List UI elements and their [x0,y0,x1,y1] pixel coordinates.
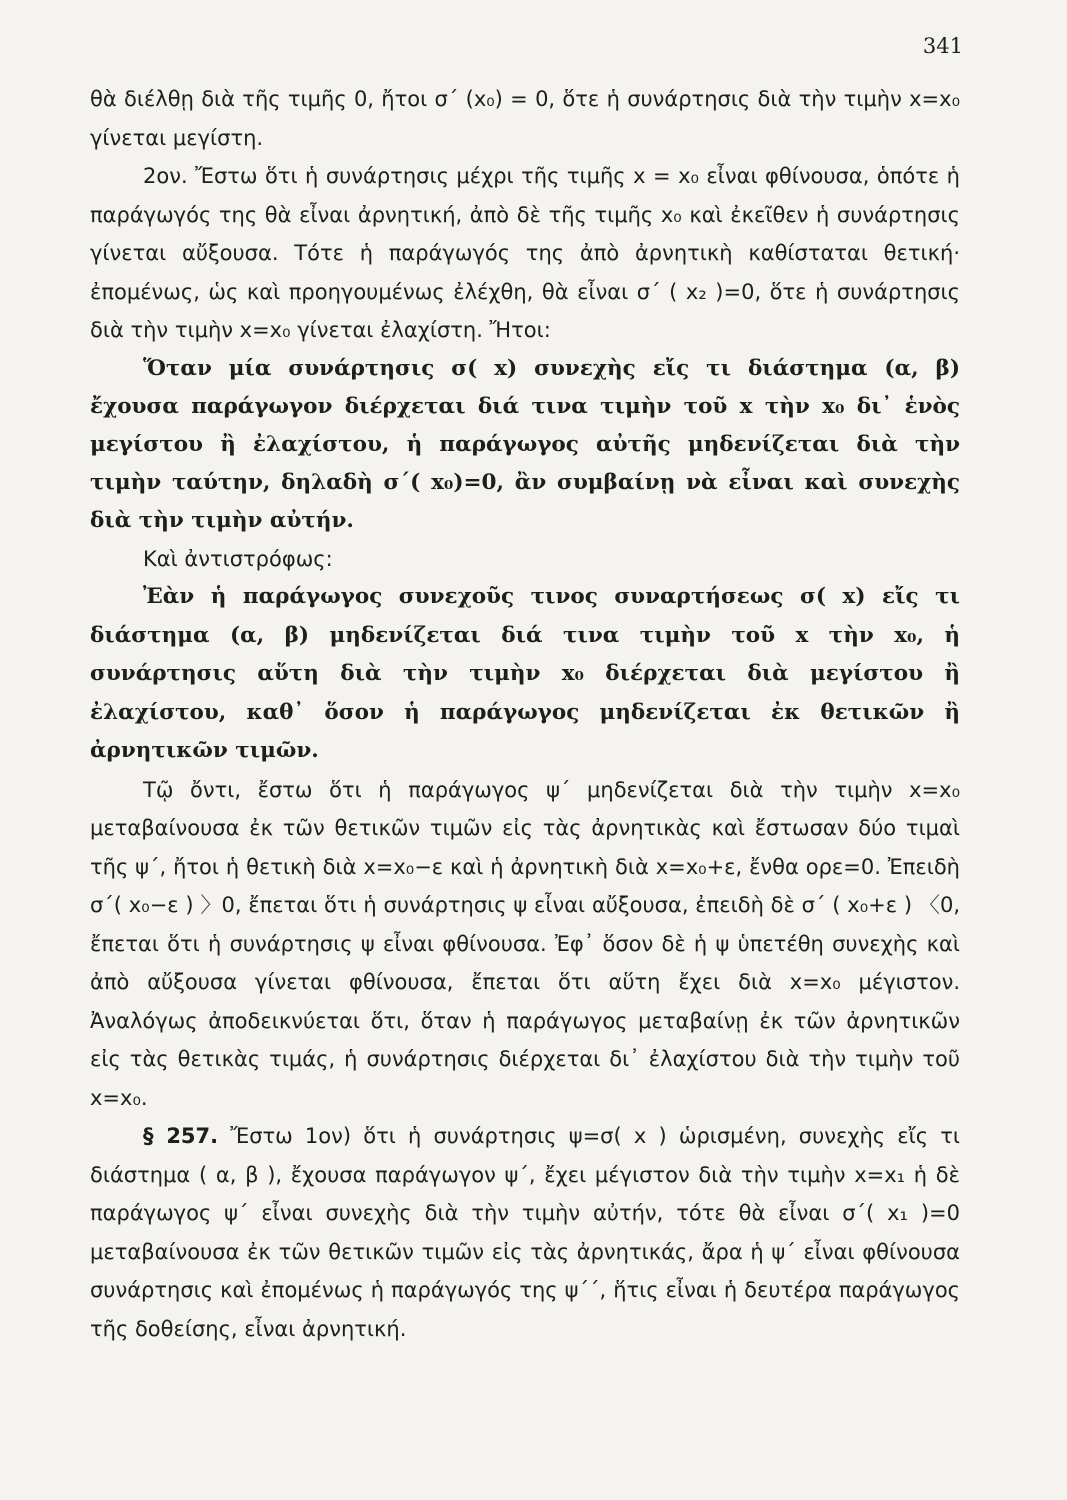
paragraph-case-two: 2ον. Ἔστω ὅτι ἡ συνάρτησις μέχρι τῆς τιμῆς x = x₀ εἶναι φθίνουσα, ὁπότε ἡ παράγωγός της θὰ εἶναι ἀρνητική, ἀπὸ δὲ τῆς τιμῆς x₀ καὶ ἐκεῖθεν ἡ συνάρτησις γίνεται αὔξουσα. Τότε ἡ παράγωγός της ἀπὸ ἀρνητικὴ καθίσταται θετική· ἐπομένως, ὡς καὶ προηγουμένως ἐλέχθη, θὰ εἶναι σ΄ ( x₂ )=0, ὅτε ἡ συνάρτησις διὰ τὴν τιμὴν x=x₀ γίνεται ἐλαχίστη. Ἤτοι: [90,164,960,342]
page-number: 341 [922,34,963,58]
page-body [90,80,960,1348]
paragraph-continuation: θὰ διέλθῃ διὰ τῆς τιμῆς 0, ἤτοι σ΄ (x₀) = 0, ὅτε ἡ συνάρτησις διὰ τὴν τιμὴν x=x₀ γίνεται μεγίστη. [90,87,960,150]
section-text: Ἔστω 1ον) ὅτι ἡ συνάρτησις ψ=σ( x ) ὡρισμένη, συνεχὴς εἴς τι διάστημα ( α, β ), ἔχουσα παράγωγον ψ΄, ἔχει μέγιστον διὰ τὴν τιμὴν x=x₁ ἡ δὲ παράγωγος ψ΄ εἶναι συνεχὴς διὰ τὴν τιμὴν αὐτήν, τότε θὰ εἶναι σ΄( x₁ )=0 μεταβαίνουσα ἐκ τῶν θετικῶν τιμῶν εἰς τὰς ἀρνητικάς, ἄρα ἡ ψ΄ εἶναι φθίνουσα συνάρτησις καὶ ἐπομένως ἡ παράγωγός της ψ΄΄, ἥτις εἶναι ἡ δευτέρα παράγωγος τῆς δοθείσης, εἶναι ἀρνητική. [90,1124,961,1341]
section-257-paragraph [90,1117,960,1348]
converse-theorem: Ἐὰν ἡ παράγωγος συνεχοῦς τινος συναρτήσεως σ( x) εἴς τι διάστημα (α, β) μηδενίζεται διά τινα τιμὴν τοῦ x τὴν x₀, ἡ συνάρτησις αὕτη διὰ τὴν τιμὴν x₀ διέρχεται διὰ μεγίστου ἢ ἐλαχίστου, καθ᾿ ὅσον ἡ παράγωγος μηδενίζεται ἐκ θετικῶν ἢ ἀρνητικῶν τιμῶν. [90,584,960,763]
section-number: § 257. [143,1124,219,1148]
converse-heading: Καὶ ἀντιστρόφως: [143,546,333,571]
theorem-statement: Ὅταν μία συνάρτησις σ( x) συνεχὴς εἴς τι διάστημα (α, β) ἔχουσα παράγωγον διέρχεται διά τινα τιμὴν τοῦ x τὴν x₀ δι᾿ ἑνὸς μεγίστου ἢ ἐλαχίστου, ἡ παράγωγος αὐτῆς μηδενίζεται διὰ τὴν τιμὴν ταύτην, δηλαδὴ σ΄( x₀)=0, ἂν συμβαίνῃ νὰ εἶναι καὶ συνεχὴς διὰ τὴν τιμὴν αὐτήν. [90,355,960,533]
proof-paragraph: Τῷ ὄντι, ἔστω ὅτι ἡ παράγωγος ψ΄ μηδενίζεται διὰ τὴν τιμὴν x=x₀ μεταβαίνουσα ἐκ τῶν θετικῶν τιμῶν εἰς τὰς ἀρνητικὰς καὶ ἔστωσαν δύο τιμαὶ τῆς ψ΄, ἤτοι ἡ θετικὴ διὰ x=x₀−ε καὶ ἡ ἀρνητικὴ διὰ x=x₀+ε, ἔνθα ορε=0. Ἐπειδὴ σ΄( x₀−ε ) 〉0, ἔπεται ὅτι ἡ συνάρτησις ψ εἶναι αὔξουσα, ἐπειδὴ δὲ σ΄ ( x₀+ε ) 〈0, ἔπεται ὅτι ἡ συνάρτησις ψ εἶναι φθίνουσα. Ἐφ᾿ ὅσον δὲ ἡ ψ ὑπετέθη συνεχὴς καὶ ἀπὸ αὔξουσα γίνεται φθίνουσα, ἔπεται ὅτι αὕτη ἔχει διὰ x=x₀ μέγιστον. Ἀναλόγως ἀποδεικνύεται ὅτι, ὅταν ἡ παράγωγος μεταβαίνῃ ἐκ τῶν ἀρνητικῶν εἰς τὰς θετικὰς τιμάς, ἡ συνάρτησις διέρχεται δι᾿ ἐλαχίστου διὰ τὴν τιμὴν τοῦ x=x₀. [90,777,960,1110]
